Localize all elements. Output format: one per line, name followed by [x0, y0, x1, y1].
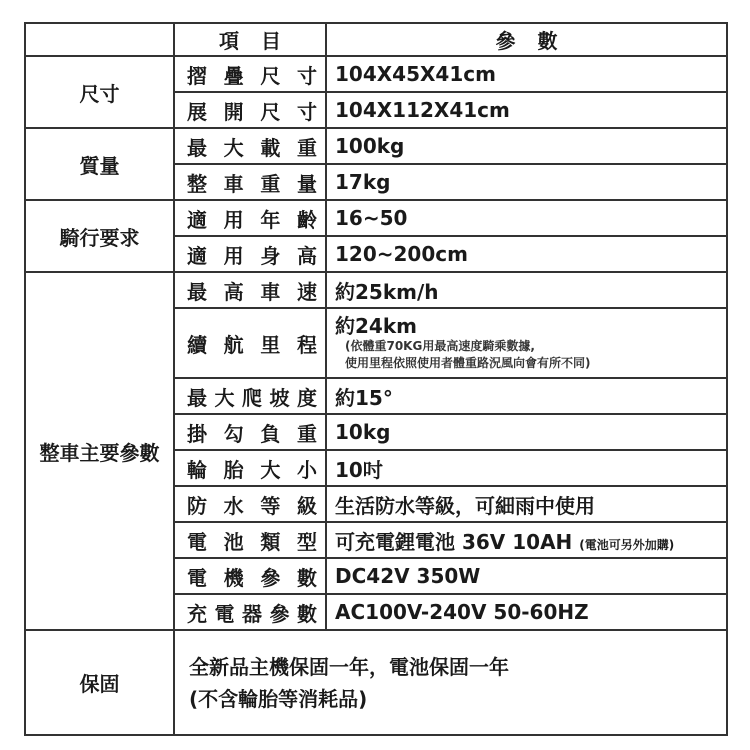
item-value: 16~50: [326, 200, 727, 236]
item-label: 最大爬坡度: [174, 378, 326, 414]
item-value: 可充電鋰電池 36V 10AH: [335, 529, 573, 554]
item-value: 17kg: [326, 164, 727, 200]
item-value: 約24km: [335, 314, 417, 338]
warranty-cell: [174, 630, 727, 735]
item-value: 100kg: [326, 128, 727, 164]
table-row: [25, 200, 727, 236]
item-value: 10吋: [326, 450, 727, 486]
spec-table: [24, 22, 728, 736]
table-row: [25, 272, 727, 308]
item-label: 最大載重: [174, 128, 326, 164]
item-value: AC100V-240V 50-60HZ: [326, 594, 727, 630]
item-label: 整車重量: [174, 164, 326, 200]
item-value-cell: [326, 522, 727, 558]
header-item: 項目: [174, 23, 326, 56]
item-label: 充電器參數: [174, 594, 326, 630]
item-value: DC42V 350W: [326, 558, 727, 594]
item-label: 防水等級: [174, 486, 326, 522]
item-label: 電機參數: [174, 558, 326, 594]
header-empty-cell: [25, 23, 174, 56]
category-riding: 騎行要求: [25, 200, 174, 272]
table-row: [25, 128, 727, 164]
item-value: 10kg: [326, 414, 727, 450]
item-note-line-2: 使用里程依照使用者體重路況風向會有所不同): [345, 356, 591, 370]
header-param: 參數: [326, 23, 727, 56]
category-mass: 質量: [25, 128, 174, 200]
item-label: 最高車速: [174, 272, 326, 308]
item-value: 約15°: [326, 378, 727, 414]
item-label: 適用年齡: [174, 200, 326, 236]
item-label: 輪胎大小: [174, 450, 326, 486]
item-value: 120~200cm: [326, 236, 727, 272]
warranty-line-2: (不含輪胎等消耗品): [189, 686, 368, 711]
item-value: 約25km/h: [326, 272, 727, 308]
item-value: 104X45X41cm: [326, 56, 727, 92]
item-label: 電池類型: [174, 522, 326, 558]
item-label: 展開尺寸: [174, 92, 326, 128]
warranty-line-1: 全新品主機保固一年，電池保固一年: [189, 654, 509, 679]
item-value: 104X112X41cm: [326, 92, 727, 128]
item-label: 掛勾負重: [174, 414, 326, 450]
item-label: 適用身高: [174, 236, 326, 272]
table-row: [25, 630, 727, 735]
item-value-note: (電池可另外加購): [579, 537, 675, 552]
category-main-params: 整車主要參數: [25, 272, 174, 630]
item-note-line-1: (依體重70KG用最高速度騎乘數據,: [345, 339, 535, 353]
table-row: [25, 56, 727, 92]
item-label: 摺疊尺寸: [174, 56, 326, 92]
item-value: 生活防水等級，可細雨中使用: [326, 486, 727, 522]
category-warranty: 保固: [25, 630, 174, 735]
category-dimensions: 尺寸: [25, 56, 174, 128]
table-header-row: [25, 23, 727, 56]
item-label: 續航里程: [174, 308, 326, 378]
item-value-cell: [326, 308, 727, 378]
